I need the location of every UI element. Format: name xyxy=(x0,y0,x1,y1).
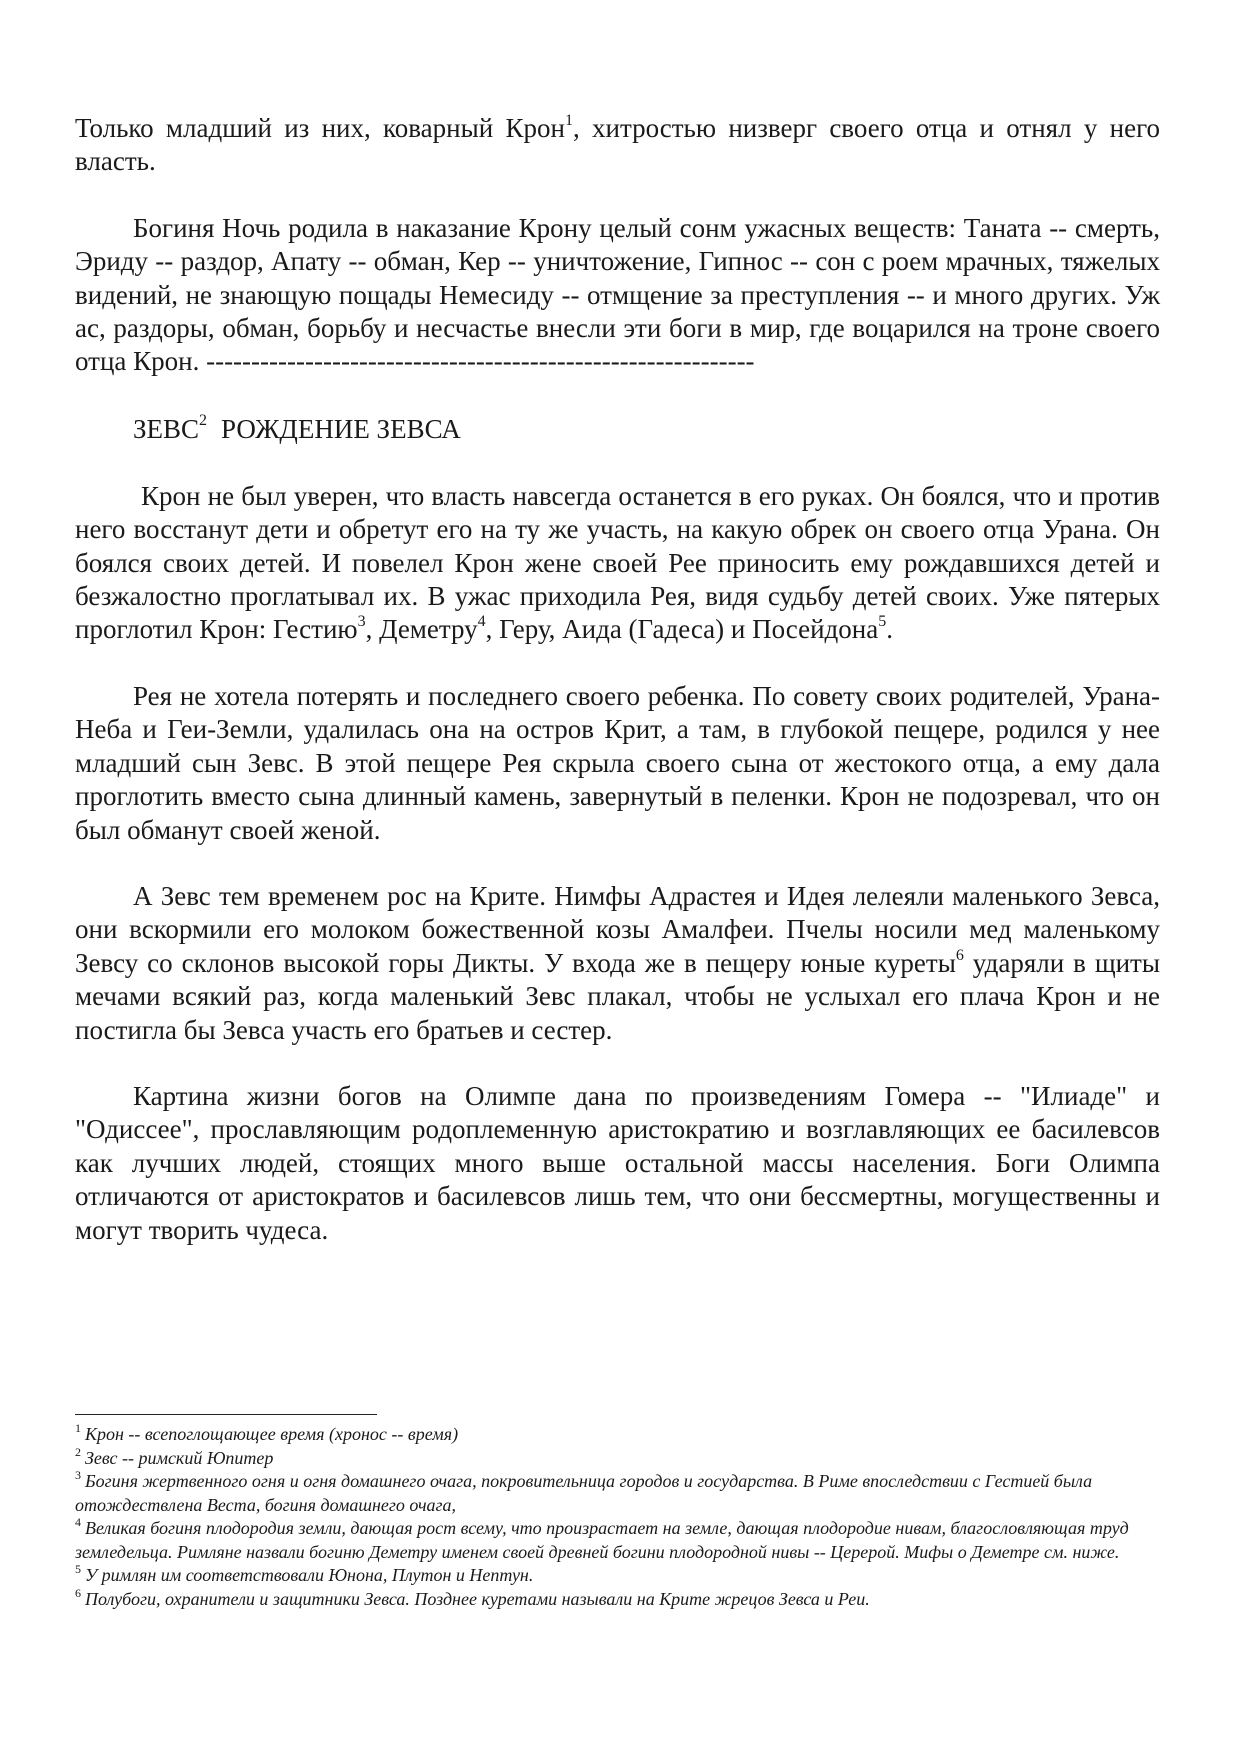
footnote-text: Великая богиня плодородия земли, дающая рост всему, что произрастает на земле, дающая плодородие нивам, благословляющая труд земледельца. Римляне назвали богиню Деметру именем своей древней богини плодородной нивы -- Церерой. Мифы о Деметре см. ниже. xyxy=(75,1518,1129,1562)
footnote-6 xyxy=(75,1585,1160,1612)
footnotes-block xyxy=(75,1423,1160,1611)
footnote-ref-4[interactable]: 4 xyxy=(477,613,486,631)
paragraph-rhea-crete: Рея не хотела потерять и последнего своего ребенка. По совету своих родителей, Урана-Неба и Геи-Земли, удалилась она на остров Крит, а там, в глубокой пещере, родился у нее младший сын Зевс. В этой пещере Рея скрыла своего сына от жестокого отца, а ему дала проглотить вместо сына длинный камень, завернутый в пеленки. Крон не подозревал, что он был обманут своей женой. xyxy=(75,680,1160,845)
footnote-text: Зевс -- римский Юпитер xyxy=(85,1447,274,1468)
footnote-mark: 2 xyxy=(75,1444,81,1459)
footnote-text: Богиня жертвенного огня и огня домашнего очага, покровительница городов и государства. В Риме впоследствии с Гестией была отождествлена Веста, богиня домашнего очага, xyxy=(75,1471,1093,1515)
paragraph-text: , Деметру xyxy=(365,614,478,645)
footnote-mark: 4 xyxy=(75,1515,81,1529)
section-heading xyxy=(75,412,1160,446)
paragraph-olympus-picture: Картина жизни богов на Олимпе дана по произведениям Гомера -- "Илиаде" и "Одиссее", прославляющим родоплеменную аристократию и возглавляющих ее басилевсов как лучших людей, стоящих много выше остальной массы населения. Боги Олимпа отличаются от аристократов и басилевсов лишь тем, что они бессмертны, могущественны и могут творить чудеса. xyxy=(75,1080,1160,1245)
footnote-2 xyxy=(75,1444,1160,1471)
footnote-text: Полубоги, охранители и защитники Зевса. Позднее куретами называли на Крите жрецов Зевса и Реи. xyxy=(85,1588,870,1609)
footnote-ref-1[interactable]: 1 xyxy=(564,112,573,129)
heading-text-zeus: ЗЕВС xyxy=(133,413,200,444)
footnote-mark: 5 xyxy=(75,1562,81,1576)
paragraph-text: ударяли в щиты мечами всякий раз, когда маленький Зевс плакал, чтобы не услыхал его плача Крон и не постигла бы Зевса участь его братьев и сестер. xyxy=(75,947,1160,1045)
footnote-5 xyxy=(75,1564,1160,1588)
footnote-mark: 6 xyxy=(75,1585,81,1600)
paragraph-night-punishment: Богиня Ночь родила в наказание Крону целый сонм ужасных веществ: Таната -- смерть, Эриду -- раздор, Апату -- обман, Кер -- уничтожение, Гипнос -- сон с роем мрачных, тяжелых видений, не знающую пощады Немесиду -- отмщение за преступления -- и много других. Ужас, раздоры, обман, борьбу и несчастье внесли эти боги в мир, где воцарился на троне своего отца Крон. ------------------------------------------------------------- xyxy=(75,212,1160,377)
footnote-3 xyxy=(75,1470,1160,1517)
document-body xyxy=(75,112,1160,1280)
footnote-mark: 3 xyxy=(75,1468,81,1482)
paragraph-text: , хитростью низверг своего отца и отнял у него власть. xyxy=(75,113,1160,177)
paragraph-zeus-childhood xyxy=(75,880,1160,1047)
footnote-ref-2[interactable]: 2 xyxy=(199,411,208,429)
footnote-4 xyxy=(75,1517,1160,1564)
footnote-ref-5[interactable]: 5 xyxy=(878,613,887,631)
footnote-mark: 1 xyxy=(75,1421,81,1435)
footnote-text: У римлян им соответствовали Юнона, Плутон и Нептун. xyxy=(85,1565,534,1585)
footnote-text: Крон -- всепоглощающее время (хронос -- время) xyxy=(85,1424,459,1444)
footnote-separator xyxy=(75,1414,377,1415)
paragraph-kronos-fear xyxy=(75,480,1160,647)
paragraph-text: Крон не был уверен, что власть навсегда останется в его руках. Он боялся, что и против него восстанут дети и обретут его на ту же участь, на какую обрек он своего отца Урана. Он боялся своих детей. И повелел Крон жене своей Рее приносить ему рождавшихся детей и безжалостно проглатывал их. В ужас приходила Рея, видя судьбу детей своих. Уже пятерых проглотил Крон: Гестию xyxy=(75,480,1160,645)
paragraph-text: . xyxy=(886,614,893,645)
footnote-ref-3[interactable]: 3 xyxy=(357,613,366,631)
footnote-1 xyxy=(75,1423,1160,1447)
heading-text-birth: РОЖДЕНИЕ ЗЕВСА xyxy=(221,413,461,444)
paragraph-text: , Геру, Аида (Гадеса) и Посейдона xyxy=(485,614,879,645)
paragraph-text: Только младший из них, коварный Крон xyxy=(75,113,565,143)
footnote-ref-6[interactable]: 6 xyxy=(955,946,964,964)
paragraph-text: А Зевс тем временем рос на Крите. Нимфы Адрастея и Идея лелеяли маленького Зевса, они вскормили его молоком божественной козы Амалфеи. Пчелы носили мед маленькому Зевсу со склонов высокой горы Дикты. У входа же в пещеру юные куреты xyxy=(75,880,1160,978)
paragraph-kronos-power xyxy=(75,112,1160,179)
